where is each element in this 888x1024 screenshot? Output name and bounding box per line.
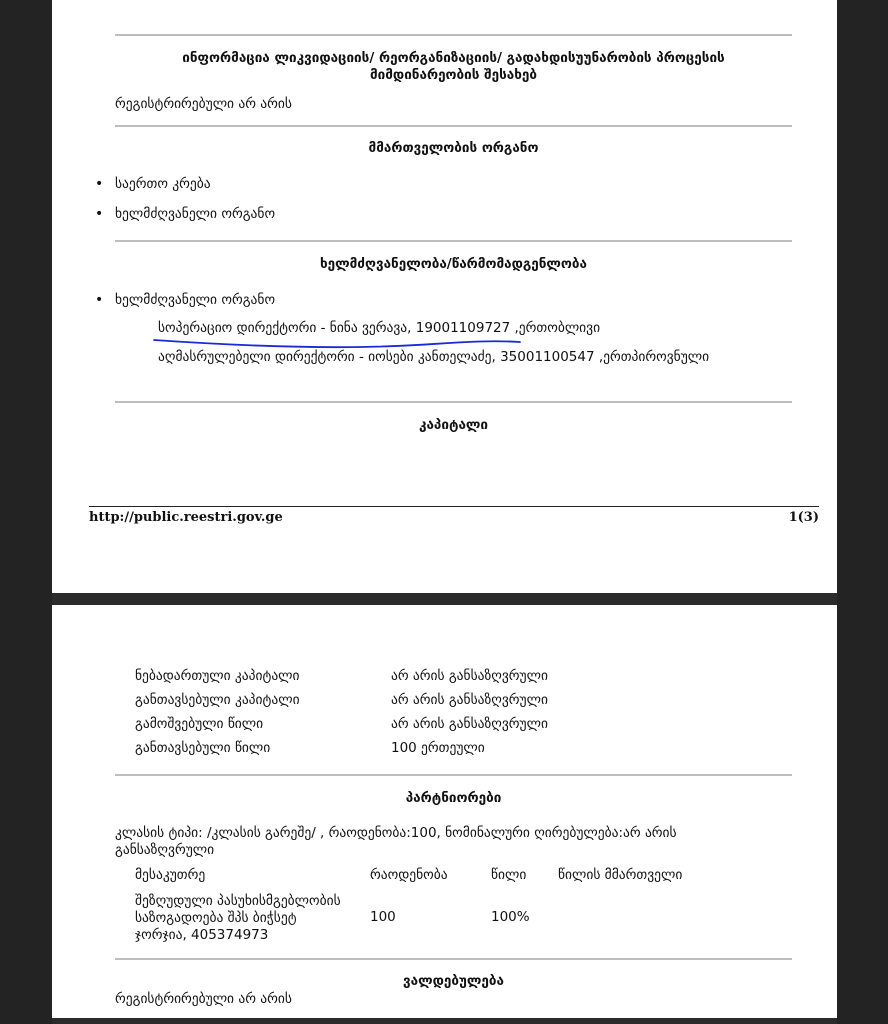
bullet-icon: •	[95, 292, 104, 308]
obligations-status: რეგისტრირებული არ არის	[115, 991, 292, 1007]
document-page-1	[52, 0, 837, 593]
column-header-quantity: რაოდენობა	[370, 867, 448, 883]
section-divider	[115, 34, 792, 36]
liquidation-status: რეგისტრირებული არ არის	[115, 96, 292, 112]
section-divider	[115, 774, 792, 776]
management-heading: ხელმძღვანელობა/წარმომადგენლობა	[319, 256, 588, 272]
partner-owner: შეზღუდული პასუხისმგებლობის	[135, 893, 341, 909]
viewer-left-margin	[0, 0, 52, 1024]
footer-page-number: 1(3)	[788, 510, 819, 525]
capital-row-value: არ არის განსაზღვრული	[391, 716, 548, 732]
capital-row-label: ნებადართული კაპიტალი	[135, 668, 300, 684]
management-person-2: აღმასრულებელი დირექტორი - იოსები კანთელაძე, 35001100547 ,ერთპიროვნული	[158, 349, 710, 365]
governing-body-item: საერთო კრება	[115, 176, 211, 192]
section-divider	[115, 958, 792, 960]
management-bullet: ხელმძღვანელი ორგანო	[115, 292, 276, 308]
capital-row-label: განთავსებული წილი	[135, 740, 271, 756]
management-person-1: სოპერაციო დირექტორი - ნინა ვერავა, 19001109727 ,ერთობლივი	[158, 320, 601, 336]
section-divider	[115, 401, 792, 403]
capital-row-value: არ არის განსაზღვრული	[391, 692, 548, 708]
capital-row-value: 100 ერთეული	[391, 740, 485, 756]
capital-row-label: გამოშვებული წილი	[135, 716, 264, 732]
section-divider	[115, 240, 792, 242]
capital-row-value: არ არის განსაზღვრული	[391, 668, 548, 684]
partners-heading: პარტნიორები	[405, 790, 502, 806]
capital-row-label: განთავსებული კაპიტალი	[135, 692, 300, 708]
obligations-heading: ვალდებულება	[402, 973, 504, 989]
partner-owner: საზოგადოება შპს ბიჭსეტ	[135, 910, 297, 926]
bullet-icon: •	[95, 206, 104, 222]
section-divider	[115, 125, 792, 127]
partner-owner: ჯორჯია, 405374973	[135, 927, 269, 943]
viewer-right-margin	[837, 0, 888, 1024]
document-page-2	[52, 605, 837, 1018]
bullet-icon: •	[95, 176, 104, 192]
partner-quantity: 100	[370, 909, 396, 925]
partner-share: 100%	[491, 909, 530, 925]
column-header-share-manager: წილის მმართველი	[558, 867, 683, 883]
footer-url: http://public.reestri.gov.ge	[89, 510, 283, 525]
liquidation-heading: ინფორმაცია ლიკვიდაციის/ რეორგანიზაციის/ გადახდისუუნარობის პროცესის მიმდინარეობის შესახებ	[182, 50, 725, 83]
footer-divider	[89, 506, 819, 507]
class-description-cont: განსაზღვრული	[115, 842, 215, 858]
class-description: კლასის ტიპი: /კლასის გარეშე/ , რაოდენობა:100, ნომინალური ღირებულება:არ არის	[115, 825, 677, 841]
governing-body-heading: მმართველობის ორგანო	[368, 140, 539, 156]
column-header-share: წილი	[491, 867, 527, 883]
capital-heading: კაპიტალი	[418, 417, 489, 433]
column-header-owner: მესაკუთრე	[135, 867, 206, 883]
governing-body-item: ხელმძღვანელი ორგანო	[115, 206, 276, 222]
